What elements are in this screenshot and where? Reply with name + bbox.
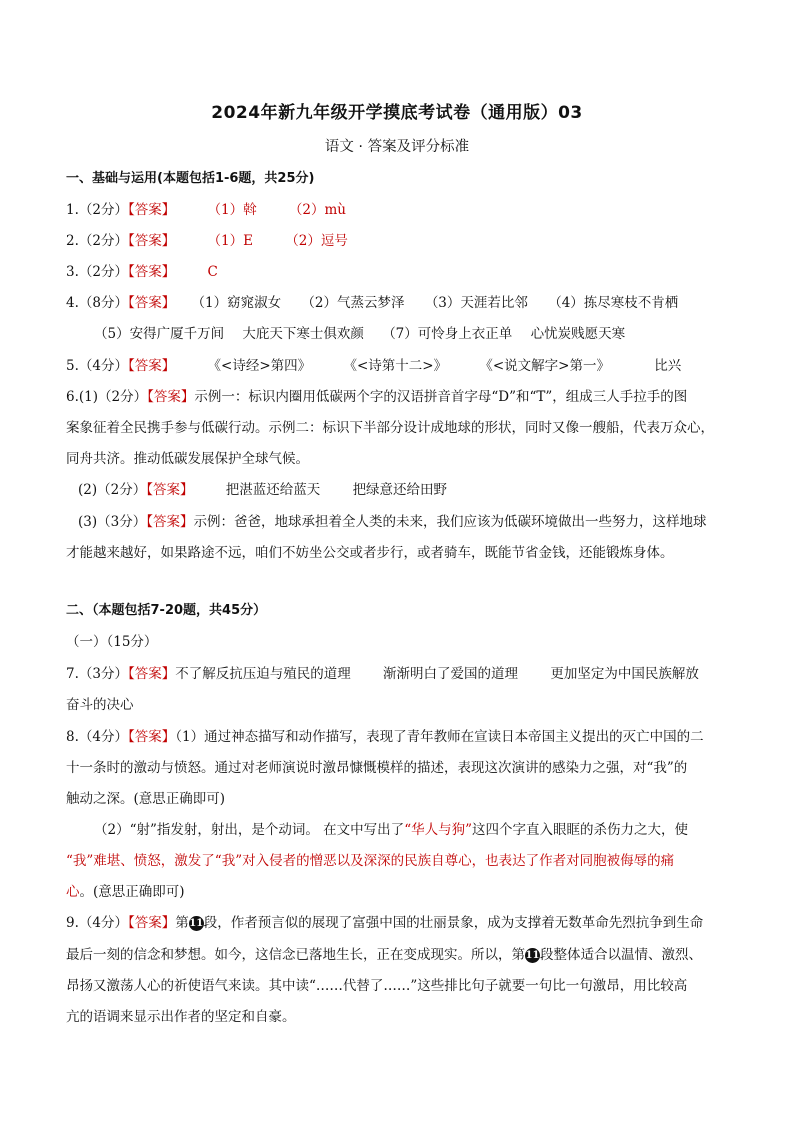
q9-text-2b: 段整体适合以温情、激烈、 (540, 947, 702, 963)
q4-number: 4.（8分） (66, 295, 128, 311)
q5-answer-tag: 【答案】 (127, 358, 176, 374)
q6-1-text-1: 示例一：标识内圈用低碳两个字的汉语拼音首字母“D”和“T”，组成三人手拉手的图 (194, 389, 688, 405)
q2-answer-tag: 【答案】 (127, 233, 176, 249)
q4-answer-5: （5）安得广厦千万间 (94, 326, 225, 342)
q9-text-1b: 段，作者预言似的展现了富强中国的壮丽景象，成为支撑着无数革命先烈抗争到生命 (203, 915, 704, 931)
q9-answer-tag: 【答案】 (127, 915, 176, 931)
q4-answer-2: （2）气蒸云梦泽 (301, 295, 405, 311)
q1-answer-2: （2）mù (288, 202, 347, 218)
q8-2-text-3a: 心 (66, 884, 80, 900)
q3-answer-1: C (207, 264, 218, 280)
q5-number: 5.（4分） (66, 358, 128, 374)
q7-answer-1: 不了解反抗压迫与殖民的道理 (175, 666, 351, 682)
q5-answer-3: 《<说文解字>第一》 (479, 358, 610, 374)
q4-row-1 (66, 293, 744, 313)
q7-answer-tag: 【答案】 (127, 666, 176, 682)
q6-3-text-1: 示例：爸爸，地球承担着全人类的未来，我们应该为低碳环境做出一些努力，这样地球 (193, 514, 707, 530)
q6-2-answer-2: 把绿意还给田野 (352, 482, 448, 498)
q6-2-row (78, 480, 744, 500)
q9-text-2: 最后一刻的信念和梦想。如今，这信念已落地生长，正在变成现实。所以，第 (66, 947, 525, 963)
q6-1-text-3: 同舟共济。推动低碳发展保护全球气候。 (66, 451, 309, 467)
q8-2-text-b: “华人与狗” (404, 822, 472, 838)
q6-3-line-1 (78, 512, 744, 532)
q8-text-3: 触动之深。(意思正确即可) (66, 791, 226, 807)
q8-2-text-3b: 。(意思正确即可) (79, 884, 185, 900)
q8-2-line-3 (66, 882, 744, 902)
q8-2-text-2: “我”难堪、愤怒，激发了“我”对入侵者的憎恶以及深深的民族自尊心，也表达了作者对同胞被侮辱的痛 (66, 853, 675, 869)
q4-answer-6: 大庇天下寒士俱欢颜 (242, 326, 364, 342)
q8-answer-tag: 【答案】 (127, 729, 176, 745)
q4-answer-4: （4）拣尽寒枝不肯栖 (548, 295, 679, 311)
q8-2-line-1 (94, 820, 744, 840)
q6-3-answer-tag: 【答案】 (146, 514, 194, 530)
q8-2-text-a: （2）“射”指发射，射出，是个动词。 在文中写出了 (94, 822, 405, 838)
page-title: 2024年新九年级开学摸底考试卷（通用版）03 (211, 103, 583, 123)
q9-number: 9.（4分） (66, 915, 128, 931)
q4-answer-1: （1）窈窕淑女 (191, 295, 282, 311)
q5-row (66, 356, 744, 376)
q9-line-2 (66, 945, 744, 965)
q1-answer-tag: 【答案】 (127, 202, 176, 218)
q4-answer-8: 心忧炭贱愿天寒 (530, 326, 626, 342)
q7-row-1 (66, 664, 744, 684)
q1-number: 1.（2分） (66, 202, 128, 218)
q4-answer-tag: 【答案】 (127, 295, 176, 311)
q6-2-answer-1: 把湛蓝还给蓝天 (225, 482, 321, 498)
q8-text-2: 十一条时的激动与愤怒。通过对老师演说时激昂慷慨模样的描述，表现这次演讲的感染力之强，对“我”的 (66, 760, 688, 776)
q7-number: 7.（3分） (66, 666, 128, 682)
q1-answer-1: （1）斡 (207, 202, 257, 218)
q5-answer-1: 《<诗经>第四》 (207, 358, 312, 374)
q4-row-2 (94, 324, 744, 344)
page-subtitle: 语文 · 答案及评分标准 (324, 139, 470, 155)
q7-answer-3: 更加坚定为中国民族解放 (550, 666, 699, 682)
q6-2-answer-tag: 【答案】 (146, 482, 194, 498)
paragraph-11-marker: 11 (189, 918, 204, 929)
q9-text-1a: 第 (175, 915, 189, 931)
q7-answer-2: 渐渐明白了爱国的道理 (383, 666, 519, 682)
q6-2-number: (2)（2分） (78, 482, 147, 498)
q5-answer-2: 《<诗第十二>》 (343, 358, 448, 374)
q6-1-line-1 (66, 387, 744, 407)
q9-text-4: 亢的语调来显示出作者的坚定和自豪。 (66, 1009, 296, 1025)
q6-3-text-2: 才能越来越好，如果路途不远，咱们不妨坐公交或者步行，或者骑车，既能节省金钱，还能锻炼身体。 (66, 545, 674, 561)
q4-answer-7: （7）可怜身上衣正单 (382, 326, 513, 342)
q2-answer-1: （1）E (207, 233, 253, 249)
q6-1-answer-tag: 【答案】 (147, 389, 195, 405)
q8-line-1 (66, 727, 744, 747)
q6-1-text-2: 案象征着全民携手参与低碳行动。示例二：标识下半部分设计成地球的形状，同时又像一艘船，代表万众心， (66, 420, 714, 436)
q6-3-number: (3)（3分） (78, 514, 147, 530)
q9-line-1 (66, 913, 744, 933)
paragraph-11-marker-2: 11 (525, 950, 540, 961)
q8-2-text-c: 这四个字直入眼眶的杀伤力之大，使 (472, 822, 688, 838)
q4-answer-3: （3）天涯若比邻 (424, 295, 528, 311)
q9-text-3: 昂扬又激荡人心的祈使语气来读。其中读“……代替了……”这些排比句子就要一句比一句激昂，用比较高 (66, 978, 688, 994)
section1-heading: 一、基础与运用(本题包括1-6题，共25分) (66, 171, 315, 186)
q3-row (66, 262, 744, 282)
q7-text-2: 奋斗的决心 (66, 697, 134, 713)
q8-text-1: （1）通过神态描写和动作描写，表现了青年教师在宣读日本帝国主义提出的灭亡中国的二 (175, 729, 704, 745)
q3-number: 3.（2分） (66, 264, 128, 280)
section2-heading: 二、（本题包括7-20题，共45分） (66, 603, 267, 618)
q1-row (66, 200, 744, 220)
q6-1-number: 6.(1)（2分） (66, 389, 148, 405)
section2-sub1: （一）（15分） (66, 634, 158, 650)
q5-answer-4: 比兴 (654, 358, 682, 374)
q2-answer-2: （2）逗号 (285, 233, 348, 249)
q3-answer-tag: 【答案】 (127, 264, 176, 280)
q2-row (66, 231, 744, 251)
q2-number: 2.（2分） (66, 233, 128, 249)
q8-number: 8.（4分） (66, 729, 128, 745)
